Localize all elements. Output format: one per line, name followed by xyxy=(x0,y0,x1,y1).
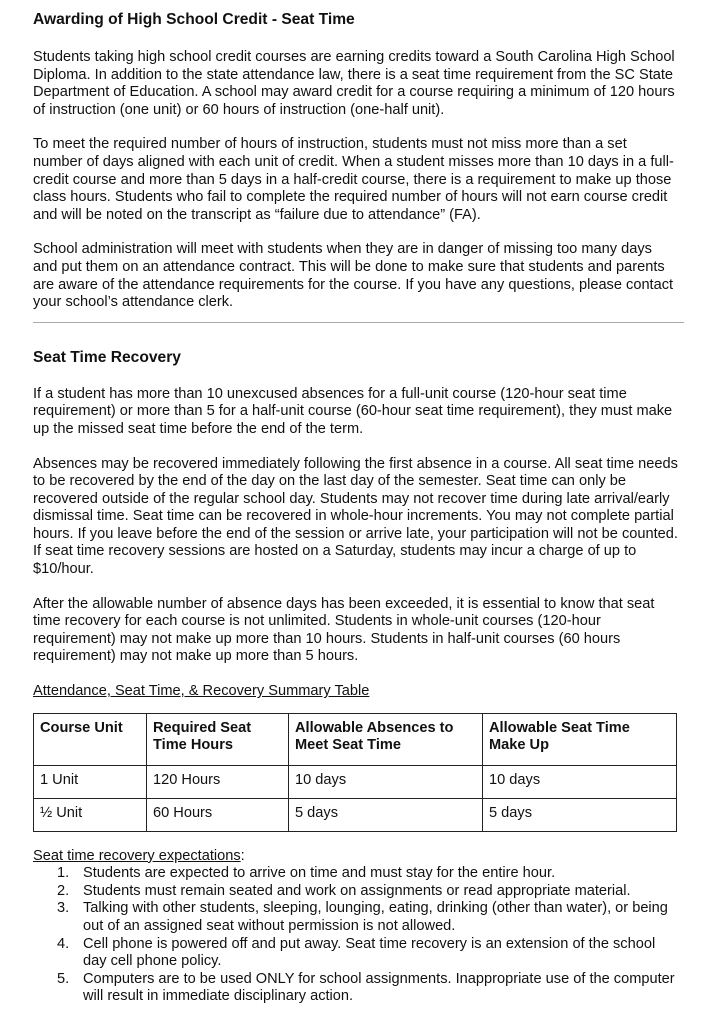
expectations-list xyxy=(33,865,678,1006)
cell-allowable-absences: 5 days xyxy=(289,798,483,831)
list-item-number: 4. xyxy=(57,935,70,952)
header-required-hours: Required Seat Time Hours xyxy=(147,713,289,765)
cell-required-hours: 60 Hours xyxy=(147,798,289,831)
expectations-title-text: Seat time recovery expectations xyxy=(33,847,241,864)
paragraph-hours-requirement: To meet the required number of hours of instruction, students must not miss more than a set number of days aligned with each unit of credit. When a student misses more than 10 days in a full-credit course and more than 5 days in a half-credit course, there is a requirement to make up those class hours. Students who fail to complete the required number of hours will not earn course credit and will be noted on the transcript as “failure due to attendance” (FA). xyxy=(33,136,674,223)
list-item xyxy=(57,865,678,883)
list-item-text: Talking with other students, sleeping, lounging, eating, drinking (other than water), or being out of an assigned seat without permission is not allowed. xyxy=(83,900,668,934)
header-allowable-makeup: Allowable Seat Time Make Up xyxy=(483,713,677,765)
header-course-unit: Course Unit xyxy=(34,713,147,765)
list-item-number: 2. xyxy=(57,882,70,899)
section-title-seat-time-recovery: Seat Time Recovery xyxy=(33,348,181,366)
list-item xyxy=(57,935,678,971)
table-row xyxy=(34,798,677,831)
list-item xyxy=(57,882,678,901)
list-item-text: Students must remain seated and work on assignments or read appropriate material. xyxy=(83,882,631,899)
paragraph-recovery-threshold: If a student has more than 10 unexcused absences for a full-unit course (120-hour seat time requirement) or more than 5 for a half-unit course (60-hour seat time requirement), they must make up the missed seat time before the end of the term. xyxy=(33,385,673,437)
list-item xyxy=(57,970,678,1006)
paragraph-recovery-rules: Absences may be recovered immediately following the first absence in a course. All seat time needs to be recovered by the end of the day on the last day of the semester. Seat time can only be recovered outside of the regular school day. Students may not recover time during late arrival/early dismissal time. Seat time can be recovered in whole-hour increments. You may not complete partial hours. If you leave before the end of the session or arrive late, your participation will not be counted. If seat time recovery sessions are hosted on a Saturday, students may incur a charge of up to $10/hour. xyxy=(33,455,678,578)
paragraph-attendance-contract: School administration will meet with students when they are in danger of missing too many days and put them on an attendance contract. This will be done to make sure that students and parents are aware of the attendance requirements for the course. If you have any questions, please contact your school’s attendance clerk. xyxy=(33,241,674,311)
table-row xyxy=(34,765,677,798)
paragraph-recovery-limits: After the allowable number of absence days has been exceeded, it is essential to know that seat time recovery for each course is not unlimited. Students in whole-unit courses (120-hour requirement) may not make up more than 10 hours. Students in half-unit courses (60 hours requirement) may not make up more than 5 hours. xyxy=(33,595,655,665)
cell-allowable-makeup: 10 days xyxy=(483,765,677,798)
cell-course-unit: ½ Unit xyxy=(34,798,147,831)
list-item-number: 5. xyxy=(57,970,70,987)
cell-course-unit: 1 Unit xyxy=(34,765,147,798)
cell-required-hours: 120 Hours xyxy=(147,765,289,798)
summary-table xyxy=(33,713,677,832)
list-item-number: 1. xyxy=(57,865,70,882)
list-item-text: Computers are to be used ONLY for school assignments. Inappropriate use of the computer will result in immediate disciplinary action. xyxy=(83,970,675,1005)
list-item-number: 3. xyxy=(57,900,70,917)
list-item-text: Students are expected to arrive on time and must stay for the entire hour. xyxy=(83,865,556,882)
cell-allowable-absences: 10 days xyxy=(289,765,483,798)
section-title-seat-time: Awarding of High School Credit - Seat Time xyxy=(33,11,355,28)
paragraph-credit-intro: Students taking high school credit courses are earning credits toward a South Carolina High School Diploma. In addition to the state attendance law, there is a seat time requirement from the SC State Department of Education. A school may award credit for a course requiring a minimum of 120 hours of instruction (one unit) or 60 hours of instruction (one-half unit). xyxy=(33,49,675,118)
horizontal-divider xyxy=(33,322,684,323)
list-item-text: Cell phone is powered off and put away. Seat time recovery is an extension of the school day cell phone policy. xyxy=(83,935,656,970)
expectations-title-colon: : xyxy=(240,847,245,864)
table-caption: Attendance, Seat Time, & Recovery Summary Table xyxy=(33,683,370,700)
header-allowable-absences: Allowable Absences to Meet Seat Time xyxy=(289,713,483,765)
expectations-title xyxy=(33,848,678,866)
list-item xyxy=(57,900,678,935)
cell-allowable-makeup: 5 days xyxy=(483,798,677,831)
table-header-row xyxy=(34,713,677,765)
